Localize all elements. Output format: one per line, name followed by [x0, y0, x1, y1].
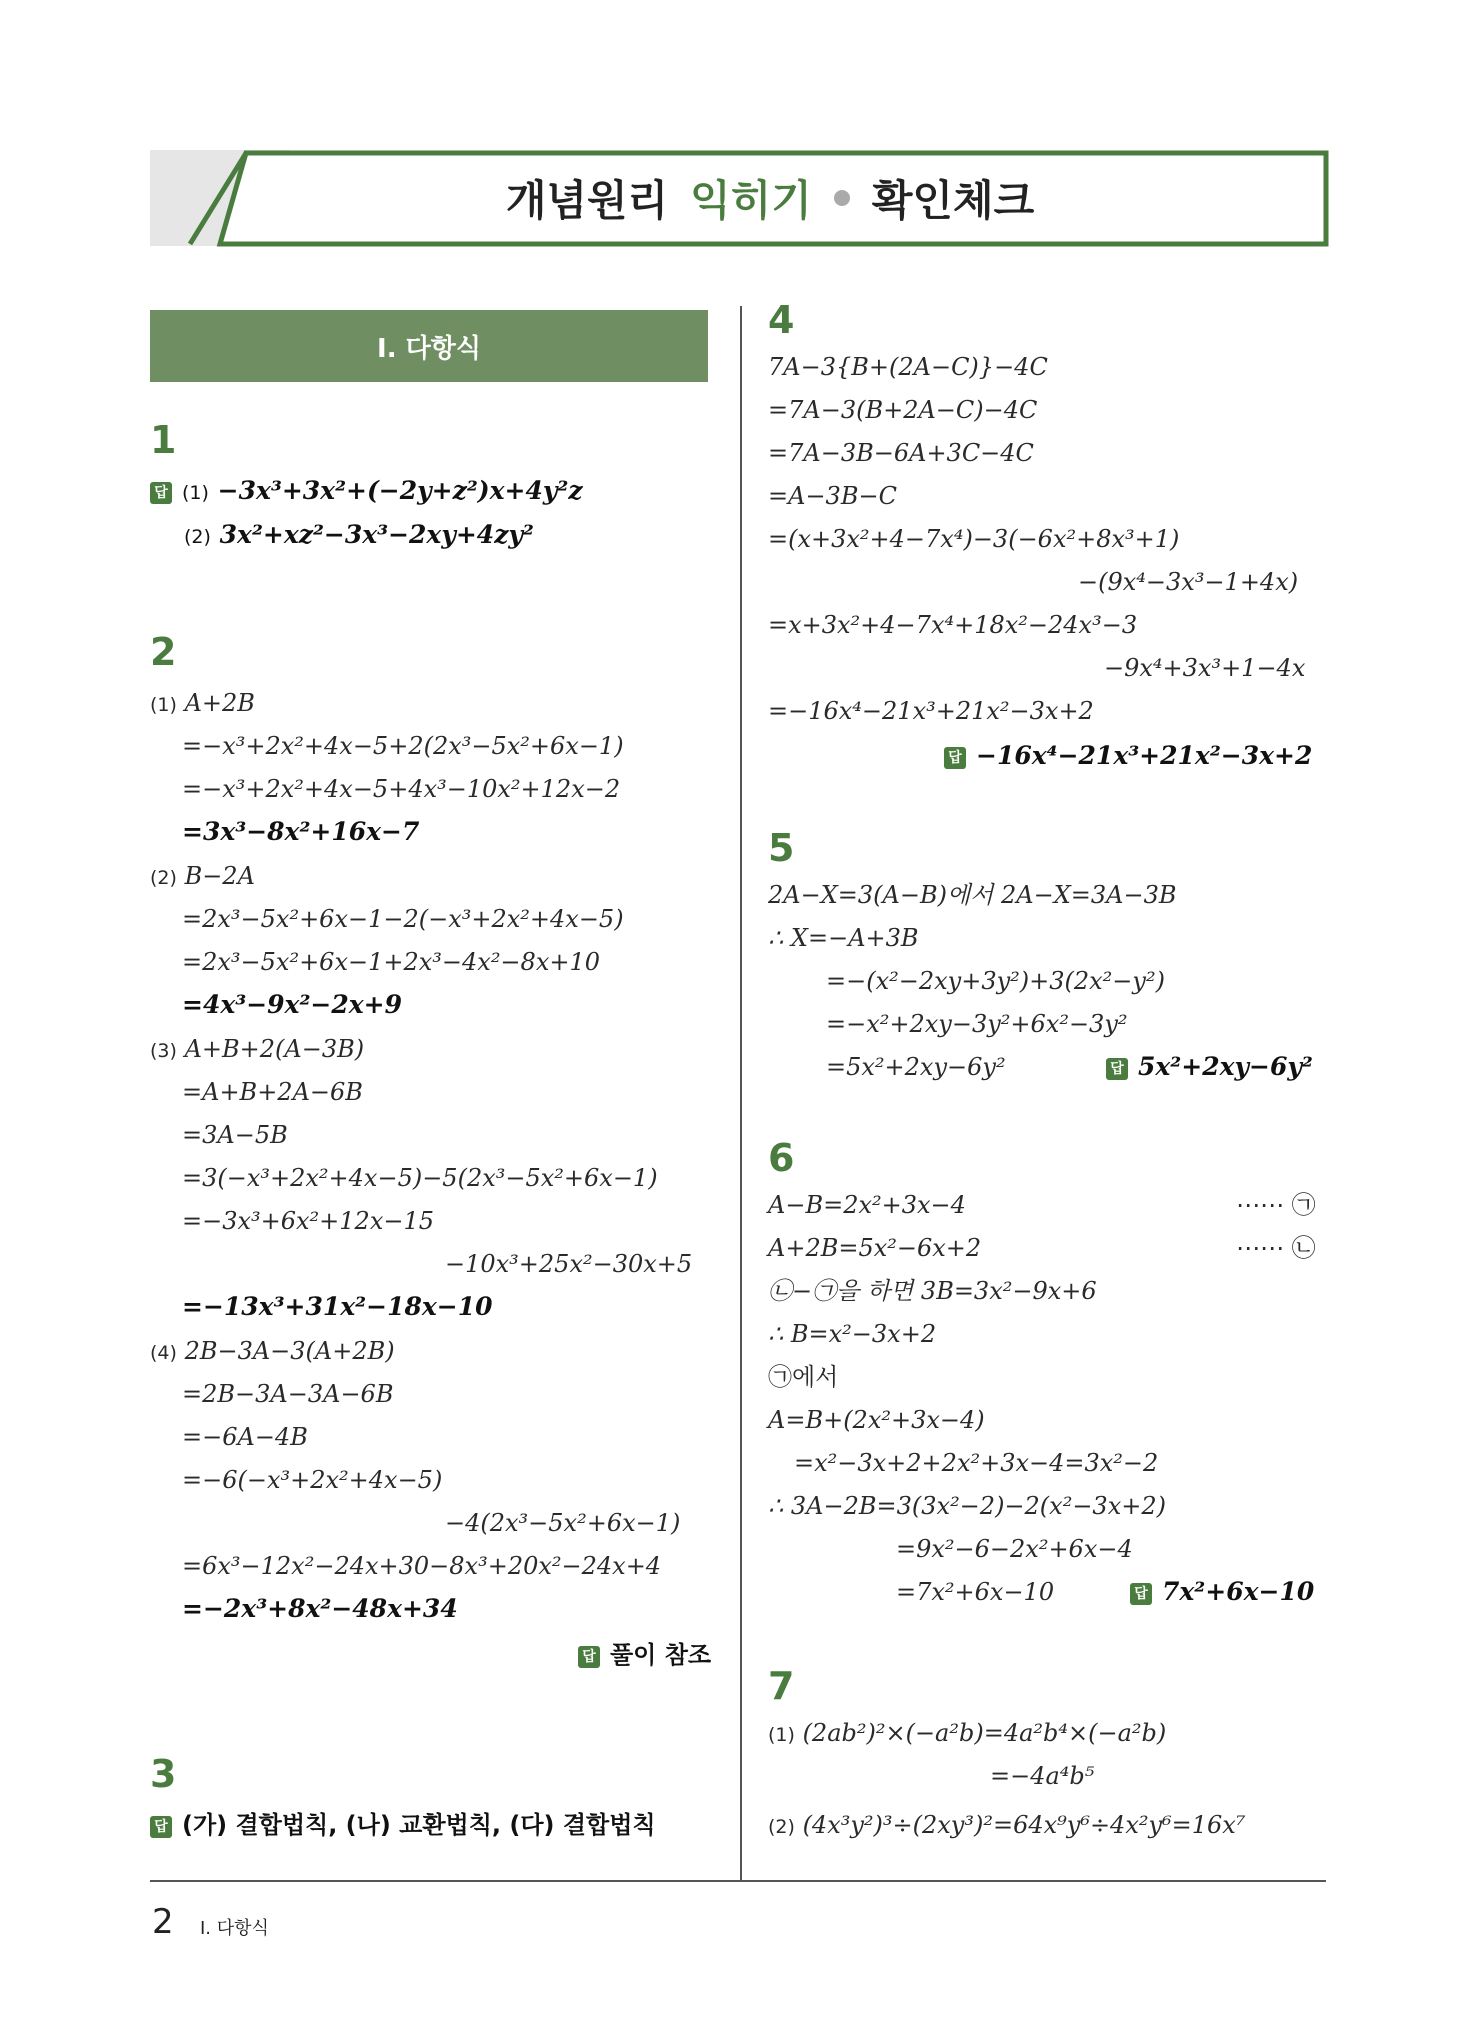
p6-line: =9x²−6−2x²+6x−4	[896, 1535, 1133, 1563]
p2-line: =−6A−4B	[182, 1423, 308, 1451]
answer-icon: 답	[1130, 1583, 1152, 1605]
p2-result: =4x³−9x²−2x+9	[182, 990, 402, 1019]
p4-line: =7A−3(B+2A−C)−4C	[768, 396, 1038, 424]
p2-line: −10x³+25x²−30x+5	[445, 1250, 693, 1278]
title-part3: 확인체크	[871, 176, 1035, 225]
problem-number: 2	[150, 630, 177, 674]
chapter-bar	[150, 310, 708, 382]
answer-icon: 답	[150, 1816, 172, 1838]
p4-line: =A−3B−C	[768, 482, 897, 510]
p2-line: =−x³+2x²+4x−5+2(2x³−5x²+6x−1)	[182, 732, 624, 760]
p7-line: =−4a⁴b⁵	[990, 1762, 1095, 1790]
p6-line: ㉡−㉠을 하면 3B=3x²−9x+6	[768, 1277, 1097, 1305]
p2-line: =−x³+2x²+4x−5+4x³−10x²+12x−2	[182, 775, 621, 803]
p2-line: =−3x³+6x²+12x−15	[182, 1207, 435, 1235]
page-title	[220, 150, 1320, 246]
p2-result: =−2x³+8x²−48x+34	[182, 1594, 458, 1623]
p6-line: =7x²+6x−10	[896, 1578, 1055, 1606]
p1-line1: 답 (1) −3x³+3x²+(−2y+z²)x+4y²z	[150, 476, 583, 508]
p7-line: (2) (4x³y²)³÷(2xy³)²=64x⁹y⁶÷4x²y⁶=16x⁷	[768, 1811, 1246, 1839]
p6-line: ㉠에서	[768, 1363, 839, 1391]
title-part2: 익히기	[690, 176, 812, 225]
p2-line: =6x³−12x²−24x+30−8x³+20x²−24x+4	[182, 1552, 662, 1580]
chapter-label: Ⅰ. 다항식	[377, 333, 481, 364]
p2-line: =−6(−x³+2x²+4x−5)	[182, 1466, 443, 1494]
p6-mark: ⋯⋯ ㉠	[1236, 1191, 1316, 1219]
answer-icon: 답	[944, 747, 966, 769]
p2-line: =3A−5B	[182, 1121, 288, 1149]
title-part1: 개념원리	[505, 176, 669, 225]
answer-icon: 답	[1106, 1058, 1128, 1080]
problem-number: 4	[768, 298, 795, 342]
p5-line: =−x²+2xy−3y²+6x²−3y²	[826, 1010, 1128, 1038]
p4-line: =−16x⁴−21x³+21x²−3x+2	[768, 697, 1094, 725]
problem-number: 1	[150, 418, 177, 462]
p2-line: =A+B+2A−6B	[182, 1078, 363, 1106]
p4-line: −(9x⁴−3x³−1+4x)	[1078, 568, 1299, 596]
p2-line: (2) B−2A	[150, 862, 255, 890]
p2-line: =2x³−5x²+6x−1−2(−x³+2x²+4x−5)	[182, 905, 624, 933]
p6-line: A−B=2x²+3x−4	[768, 1191, 966, 1219]
bottom-rule	[150, 1880, 1326, 1882]
p2-line: (4) 2B−3A−3(A+2B)	[150, 1337, 395, 1365]
p4-line: =x+3x²+4−7x⁴+18x²−24x³−3	[768, 611, 1138, 639]
p5-answer: 답 5x²+2xy−6y²	[1106, 1052, 1313, 1082]
answer-icon: 답	[578, 1646, 600, 1668]
p7-line: (1) (2ab²)²×(−a²b)=4a²b⁴×(−a²b)	[768, 1719, 1167, 1747]
p6-answer: 답 7x²+6x−10	[1130, 1577, 1314, 1607]
problem-number: 7	[768, 1664, 795, 1708]
p2-line: −4(2x³−5x²+6x−1)	[445, 1509, 681, 1537]
p1-line2: (2) 3x²+xz²−3x³−2xy+4zy²	[184, 520, 534, 549]
p2-answer: 답 풀이 참조	[578, 1640, 711, 1670]
p2-line: (3) A+B+2(A−3B)	[150, 1035, 365, 1063]
problem-number: 6	[768, 1136, 795, 1180]
p6-line: =x²−3x+2+2x²+3x−4=3x²−2	[794, 1449, 1159, 1477]
p5-line: 2A−X=3(A−B)에서 2A−X=3A−3B	[768, 881, 1177, 909]
page-number: 2	[152, 1902, 174, 1942]
p6-mark: ⋯⋯ ㉡	[1236, 1234, 1316, 1262]
p5-line: =5x²+2xy−6y²	[826, 1053, 1006, 1081]
p6-line: A+2B=5x²−6x+2	[768, 1234, 982, 1262]
title-dot-icon	[834, 190, 850, 206]
p4-line: 7A−3{B+(2A−C)}−4C	[768, 353, 1048, 381]
p2-line: (1) A+2B	[150, 689, 255, 717]
p2-line: =2B−3A−3A−6B	[182, 1380, 394, 1408]
p6-line: A=B+(2x²+3x−4)	[768, 1406, 985, 1434]
footer-chapter-label: Ⅰ. 다항식	[200, 1918, 269, 1939]
p2-line: =3(−x³+2x²+4x−5)−5(2x³−5x²+6x−1)	[182, 1164, 658, 1192]
p2-line: =2x³−5x²+6x−1+2x³−4x²−8x+10	[182, 948, 600, 976]
p5-line: ∴ X=−A+3B	[768, 924, 919, 952]
p4-line: −9x⁴+3x³+1−4x	[1104, 654, 1306, 682]
p4-line: =(x+3x²+4−7x⁴)−3(−6x²+8x³+1)	[768, 525, 1180, 553]
p6-line: ∴ 3A−2B=3(3x²−2)−2(x²−3x+2)	[768, 1492, 1166, 1520]
p2-result: =3x³−8x²+16x−7	[182, 817, 420, 846]
problem-number: 3	[150, 1752, 177, 1796]
p6-line: ∴ B=x²−3x+2	[768, 1320, 937, 1348]
answer-icon: 답	[150, 482, 172, 504]
p4-answer: 답 −16x⁴−21x³+21x²−3x+2	[944, 741, 1312, 771]
p2-result: =−13x³+31x²−18x−10	[182, 1292, 493, 1321]
p4-line: =7A−3B−6A+3C−4C	[768, 439, 1034, 467]
problem-number: 5	[768, 826, 795, 870]
p3-answer: 답 (가) 결합법칙, (나) 교환법칙, (다) 결합법칙	[150, 1810, 656, 1840]
column-divider	[740, 306, 742, 1880]
p5-line: =−(x²−2xy+3y²)+3(2x²−y²)	[826, 967, 1165, 995]
